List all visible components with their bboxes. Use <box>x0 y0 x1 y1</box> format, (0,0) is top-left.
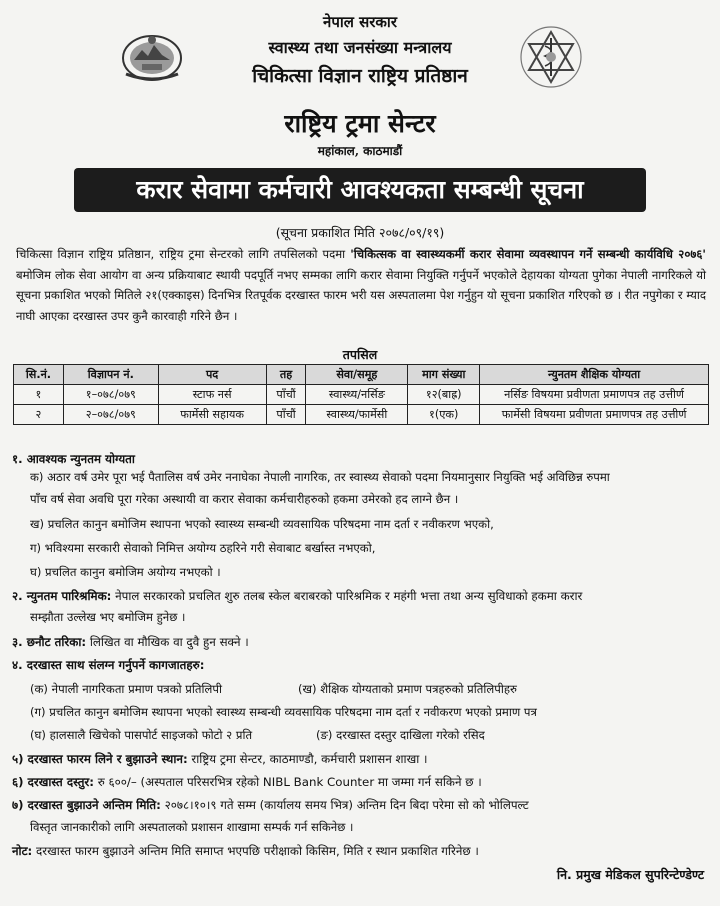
intro-bold-text: 'चिकित्सक वा स्वास्थ्यकर्मी करार सेवामा व्यवस्थापन गर्ने सम्बन्धी कार्यविधि २०७६' <box>350 247 706 261</box>
note: नोट: दरखास्त फारम बुझाउने अन्तिम मिति समाप्त भएपछि परीक्षाको किसिम, मिति र स्थान प्रकाशित गरिनेछ । <box>12 844 479 858</box>
section-4-title: ४. दरखास्त साथ संलग्न गर्नुपर्ने कागजातहरु: <box>12 658 205 672</box>
header-level: तह <box>266 365 306 385</box>
vacancy-table <box>13 364 709 425</box>
published-date: (सूचना प्रकाशित मिति २०७८/०९/१९) <box>275 225 445 240</box>
institute-logo-icon <box>518 24 584 90</box>
section-4-item-ka: (क) नेपाली नागरिकता प्रमाण पत्रको प्रतिलिपी <box>30 682 222 696</box>
section-7-line-1: ७) दरखास्त बुझाउने अन्तिम मिति: २०७८।१०।९ गते सम्म (कार्यालय समय भित्र) अन्तिम दिन बिदा परेमा सो को भोलिपल्ट <box>12 798 529 812</box>
cell-qualification: फार्मेसी विषयमा प्रवीणता प्रमाणपत्र तह उत्तीर्ण <box>480 405 709 425</box>
section-6: ६) दरखास्त दस्तुर: रु ६००/– (अस्पताल परिसरभित्र रहेको NIBL Bank Counter मा जम्मा गर्न सकिने छ । <box>12 775 482 789</box>
cell-demand-count: १(एक) <box>408 405 480 425</box>
table-row <box>14 405 709 425</box>
header-line-3: चिकित्सा विज्ञान राष्ट्रिय प्रतिष्ठान <box>252 65 468 87</box>
section-1-item-c: ग) भविश्यमा सरकारी सेवाको निमित्त अयोग्य ठहरिने गरी सेवाबाट बर्खास्त नभएको, <box>30 541 376 555</box>
table-header-row <box>14 365 709 385</box>
cell-sn: १ <box>14 385 64 405</box>
cell-post: फार्मेसी सहायक <box>158 405 266 425</box>
cell-qualification: नर्सिङ विषयमा प्रवीणता प्रमाणपत्र तह उत्तीर्ण <box>480 385 709 405</box>
signature-designation: नि. प्रमुख मेडिकल सुपरिन्टेण्डेण्ट <box>556 867 704 882</box>
letterhead <box>0 0 720 160</box>
section-1-item-a-line-2: पाँच वर्ष सेवा अवधि पूरा गरेका अस्थायी वा करार सेवाका कर्मचारीहरुको हकमा उमेरको हद लाग्ने छैन । <box>30 492 459 506</box>
section-3: ३. छनौट तरिका: लिखित वा मौखिक वा दुवै हुन सक्ने । <box>12 635 249 649</box>
header-line-1: नेपाल सरकार <box>323 13 397 31</box>
cell-sn: २ <box>14 405 64 425</box>
header-line-2: स्वास्थ्य तथा जनसंख्या मन्त्रालय <box>268 38 452 57</box>
section-4-item-ga: (ग) प्रचलित कानुन बमोजिम स्थापना भएको स्वास्थ्य सम्बन्धी व्यवसायिक परिषदमा नाम दर्ता र नवीकरण भएको प्रमाण पत्र <box>30 705 537 719</box>
section-1-item-b: ख) प्रचलित कानुन बमोजिम स्थापना भएको स्वास्थ्य सम्बन्धी व्यवसायिक परिषदमा नाम दर्ता र नवीकरण भएको, <box>30 517 494 531</box>
intro-text-2: बमोजिम लोक सेवा आयोग वा अन्य प्रक्रियाबाट स्थायी पदपूर्ति नभए सम्मका लागि करार सेवामा नियुक्ति गर्नुपर्ने भएकोले देहायका योग्यता पुगेका नेपाली नागरिकले यो सूचना प्रकाशित भएको मितिले २१(एक्काइस) दिनभित्र रितपूर्वक दरखास्त फारम भरी यस अस्पतालमा पेश गर्नुहुन यो सूचना प्रकाशित गरिएको छ । रीत नपुगेका र म्याद नाघी आएका दरखास्त उपर कुनै कारवाही गरिने छैन । <box>16 267 706 323</box>
section-5: ५) दरखास्त फारम लिने र बुझाउने स्थान: राष्ट्रिय ट्रमा सेन्टर, काठमाण्डौ, कर्मचारी प्रशासन शाखा । <box>12 752 428 766</box>
cell-service-group: स्वास्थ्य/नर्सिङ <box>306 385 408 405</box>
intro-text-1: चिकित्सा विज्ञान राष्ट्रिय प्रतिष्ठान, राष्ट्रिय ट्रमा सेन्टरको लागि तपसिलको पदमा <box>16 247 351 261</box>
section-1-item-d: घ) प्रचलित कानुन बमोजिम अयोग्य नभएको । <box>30 565 221 579</box>
cell-demand-count: १२(बाह्र) <box>408 385 480 405</box>
notice-title-banner: करार सेवामा कर्मचारी आवश्यकता सम्बन्धी सूचना <box>74 168 646 212</box>
header-line-4: राष्ट्रिय ट्रमा सेन्टर <box>284 109 436 138</box>
section-1-item-a-line-1: क) अठार वर्ष उमेर पूरा भई पैतालिस वर्ष उमेर ननाघेका नेपाली नागरिक, तर स्वास्थ्य सेवाको पदमा नियमानुसार नियुक्ति भई अविछिन्न रुपमा <box>30 470 610 484</box>
table-row <box>14 385 709 405</box>
section-4-item-gha: (घ) हालसालै खिचेको पासपोर्ट साइजको फोटो २ प्रति <box>30 728 253 742</box>
section-2-line-2: सम्झौता उल्लेख भए बमोजिम हुनेछ । <box>30 610 186 624</box>
header-demand-count: माग संख्या <box>408 365 480 385</box>
header-line-5: महांकाल, काठमाडौं <box>317 144 403 158</box>
cell-post: स्टाफ नर्स <box>158 385 266 405</box>
schedule-label: तपसिल <box>342 347 378 362</box>
cell-ad-no: २–०७८/०७९ <box>63 405 158 425</box>
header-service-group: सेवा/समूह <box>306 365 408 385</box>
cell-service-group: स्वास्थ्य/फार्मेसी <box>306 405 408 425</box>
section-4-item-kha: (ख) शैक्षिक योग्यताको प्रमाण पत्रहरुको प्रतिलिपीहरु <box>298 682 517 696</box>
section-7-line-2: विस्तृत जानकारीको लागि अस्पतालको प्रशासन शाखामा सम्पर्क गर्न सकिनेछ । <box>30 820 354 834</box>
intro-paragraph <box>16 244 706 326</box>
header-ad-no: विज्ञापन नं. <box>63 365 158 385</box>
header-qualification: न्युनतम शैक्षिक योग्यता <box>480 365 709 385</box>
section-1-title: १. आवश्यक न्युनतम योग्यता <box>12 452 135 466</box>
section-4-item-nga: (ङ) दरखास्त दस्तुर दाखिला गरेको रसिद <box>316 728 485 742</box>
cell-ad-no: १–०७८/०७९ <box>63 385 158 405</box>
cell-level: पाँचौं <box>266 385 306 405</box>
header-sn: सि.नं. <box>14 365 64 385</box>
header-post: पद <box>158 365 266 385</box>
cell-level: पाँचौं <box>266 405 306 425</box>
section-2-line-1: २. न्युनतम पारिश्रमिक: नेपाल सरकारको प्रचलित शुरु तलब स्केल बराबरको पारिश्रमिक र महंगी भत्ता तथा अन्य सुविधाको हकमा करार <box>12 589 583 603</box>
